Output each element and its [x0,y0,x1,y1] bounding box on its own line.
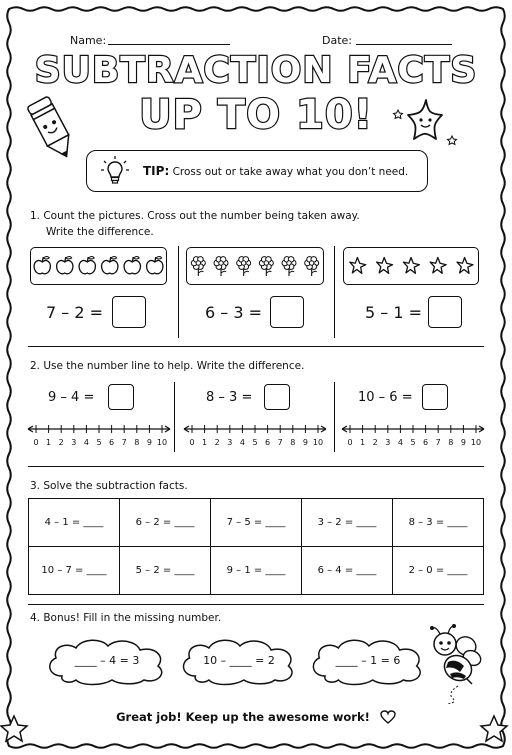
table-row [29,499,484,547]
number-line-3 [340,420,486,450]
flower-icon[interactable] [214,257,228,276]
star-row [344,248,478,284]
section-divider [28,466,484,467]
worksheet-title-line-2: UP TO 10! [139,92,373,138]
bee-mascot-icon [428,624,488,704]
number-line-label: 9 [146,438,152,447]
fact-cell[interactable]: 10 – 7 = ____ [29,547,120,595]
number-line-label: 6 [423,438,429,447]
q1-equation-3: 5 – 1 = [365,303,423,322]
pencil-mascot-icon [24,92,80,166]
apple-picture-box [30,247,167,285]
q2-answer-box-1[interactable] [108,384,134,410]
number-line-label: 8 [448,438,454,447]
number-line-label: 5 [252,438,258,447]
number-line-label: 9 [302,438,308,447]
q2-equation-1: 9 – 4 = [48,390,95,405]
apple-icon[interactable] [102,257,118,274]
number-line-label: 10 [470,438,482,447]
tip-label: TIP: [143,164,170,178]
q1-equation-1: 7 – 2 = [46,303,104,322]
fact-cell[interactable]: 9 – 1 = ____ [211,547,302,595]
number-line-label: 2 [214,438,220,447]
q1-answer-box-3[interactable] [428,296,462,328]
apple-row [31,248,166,284]
footer-text: Great job! Keep up the awesome work! [116,710,370,724]
section-divider [28,604,484,605]
apple-icon[interactable] [57,257,73,274]
q1-equation-2: 6 – 3 = [205,303,263,322]
number-line-label: 5 [410,438,416,447]
number-line-label: 3 [71,438,77,447]
q1-answer-box-2[interactable] [270,296,304,328]
q3-instruction: 3. Solve the subtraction facts. [30,480,188,492]
fact-cell[interactable]: 8 – 3 = ____ [392,499,483,547]
number-line-label: 6 [109,438,115,447]
tip-box [86,150,428,192]
column-divider [174,382,175,452]
star-mascot-icon [392,96,460,154]
apple-icon[interactable] [147,257,163,274]
heart-icon [380,710,396,724]
fact-cell[interactable]: 6 – 4 = ____ [302,547,393,595]
column-divider [334,246,335,338]
date-line[interactable] [356,44,452,45]
q2-answer-box-2[interactable] [264,384,290,410]
number-line-label: 7 [121,438,127,447]
table-row [29,547,484,595]
bonus-equation-1: ____ – 4 = 3 [74,654,140,667]
q2-equation-2: 8 – 3 = [206,390,253,405]
name-label: Name: [70,34,107,47]
number-line-label: 1 [46,438,52,447]
star-icon[interactable] [430,258,446,274]
tip-text [143,164,408,178]
fact-cell[interactable]: 4 – 1 = ____ [29,499,120,547]
number-line-label: 1 [202,438,208,447]
flower-icon[interactable] [282,257,296,276]
flower-icon[interactable] [191,257,205,276]
section-divider [28,346,484,347]
number-line-label: 8 [134,438,140,447]
number-line-label: 1 [360,438,366,447]
fact-cell[interactable]: 2 – 0 = ____ [392,547,483,595]
number-line-label: 7 [435,438,441,447]
number-line-2 [182,420,328,450]
bonus-cloud-3[interactable] [306,636,430,686]
q4-instruction: 4. Bonus! Fill in the missing number. [30,612,222,624]
number-line-label: 4 [83,438,89,447]
fact-cell[interactable]: 7 – 5 = ____ [211,499,302,547]
number-line-label: 7 [277,438,283,447]
number-line-label: 3 [227,438,233,447]
number-line-label: 2 [372,438,378,447]
number-line-label: 10 [312,438,324,447]
apple-icon[interactable] [124,257,140,274]
column-divider [178,246,179,338]
footer-message [0,710,512,724]
fact-cell[interactable]: 6 – 2 = ____ [120,499,211,547]
number-line-1 [26,420,172,450]
number-line-label: 2 [58,438,64,447]
number-line-label: 8 [290,438,296,447]
q1-instruction-line-1: 1. Count the pictures. Cross out the number being taken away. [30,210,360,222]
bonus-cloud-1[interactable] [42,636,172,686]
q2-answer-box-3[interactable] [422,384,448,410]
facts-table [28,498,484,595]
star-icon[interactable] [403,258,419,274]
number-line-label: 5 [96,438,102,447]
number-line-label: 0 [347,438,353,447]
number-line-label: 0 [33,438,39,447]
number-line-label: 4 [239,438,245,447]
flower-icon[interactable] [237,257,251,276]
number-line-label: 6 [265,438,271,447]
flower-row [187,248,323,284]
q2-equation-3: 10 – 6 = [358,390,413,405]
flower-icon[interactable] [259,257,273,276]
worksheet-title-line-1: SUBTRACTION FACTS [34,50,478,91]
number-line-label: 4 [397,438,403,447]
apple-icon[interactable] [79,257,95,274]
star-icon[interactable] [457,258,473,274]
tip-body: Cross out or take away what you don’t need. [172,166,409,178]
date-label: Date: [322,34,352,47]
flower-icon[interactable] [305,257,319,276]
bonus-cloud-2[interactable] [176,636,302,686]
number-line-label: 3 [385,438,391,447]
name-line[interactable] [108,44,230,45]
number-line-label: 9 [460,438,466,447]
star-icon[interactable] [350,258,366,274]
star-icon[interactable] [377,258,393,274]
lightbulb-icon [99,155,131,187]
number-line-label: 0 [189,438,195,447]
apple-icon[interactable] [34,257,50,274]
q2-instruction: 2. Use the number line to help. Write the difference. [30,360,305,372]
number-line-label: 10 [156,438,168,447]
column-divider [334,382,335,452]
fact-cell[interactable]: 3 – 2 = ____ [302,499,393,547]
fact-cell[interactable]: 5 – 2 = ____ [120,547,211,595]
q1-answer-box-1[interactable] [112,296,146,328]
bonus-equation-3: ____ – 1 = 6 [335,654,401,667]
bonus-equation-2: 10 – ____ = 2 [203,654,275,667]
star-picture-box [343,247,479,285]
flower-picture-box [186,247,324,285]
q1-instruction-line-2: Write the difference. [46,226,154,238]
